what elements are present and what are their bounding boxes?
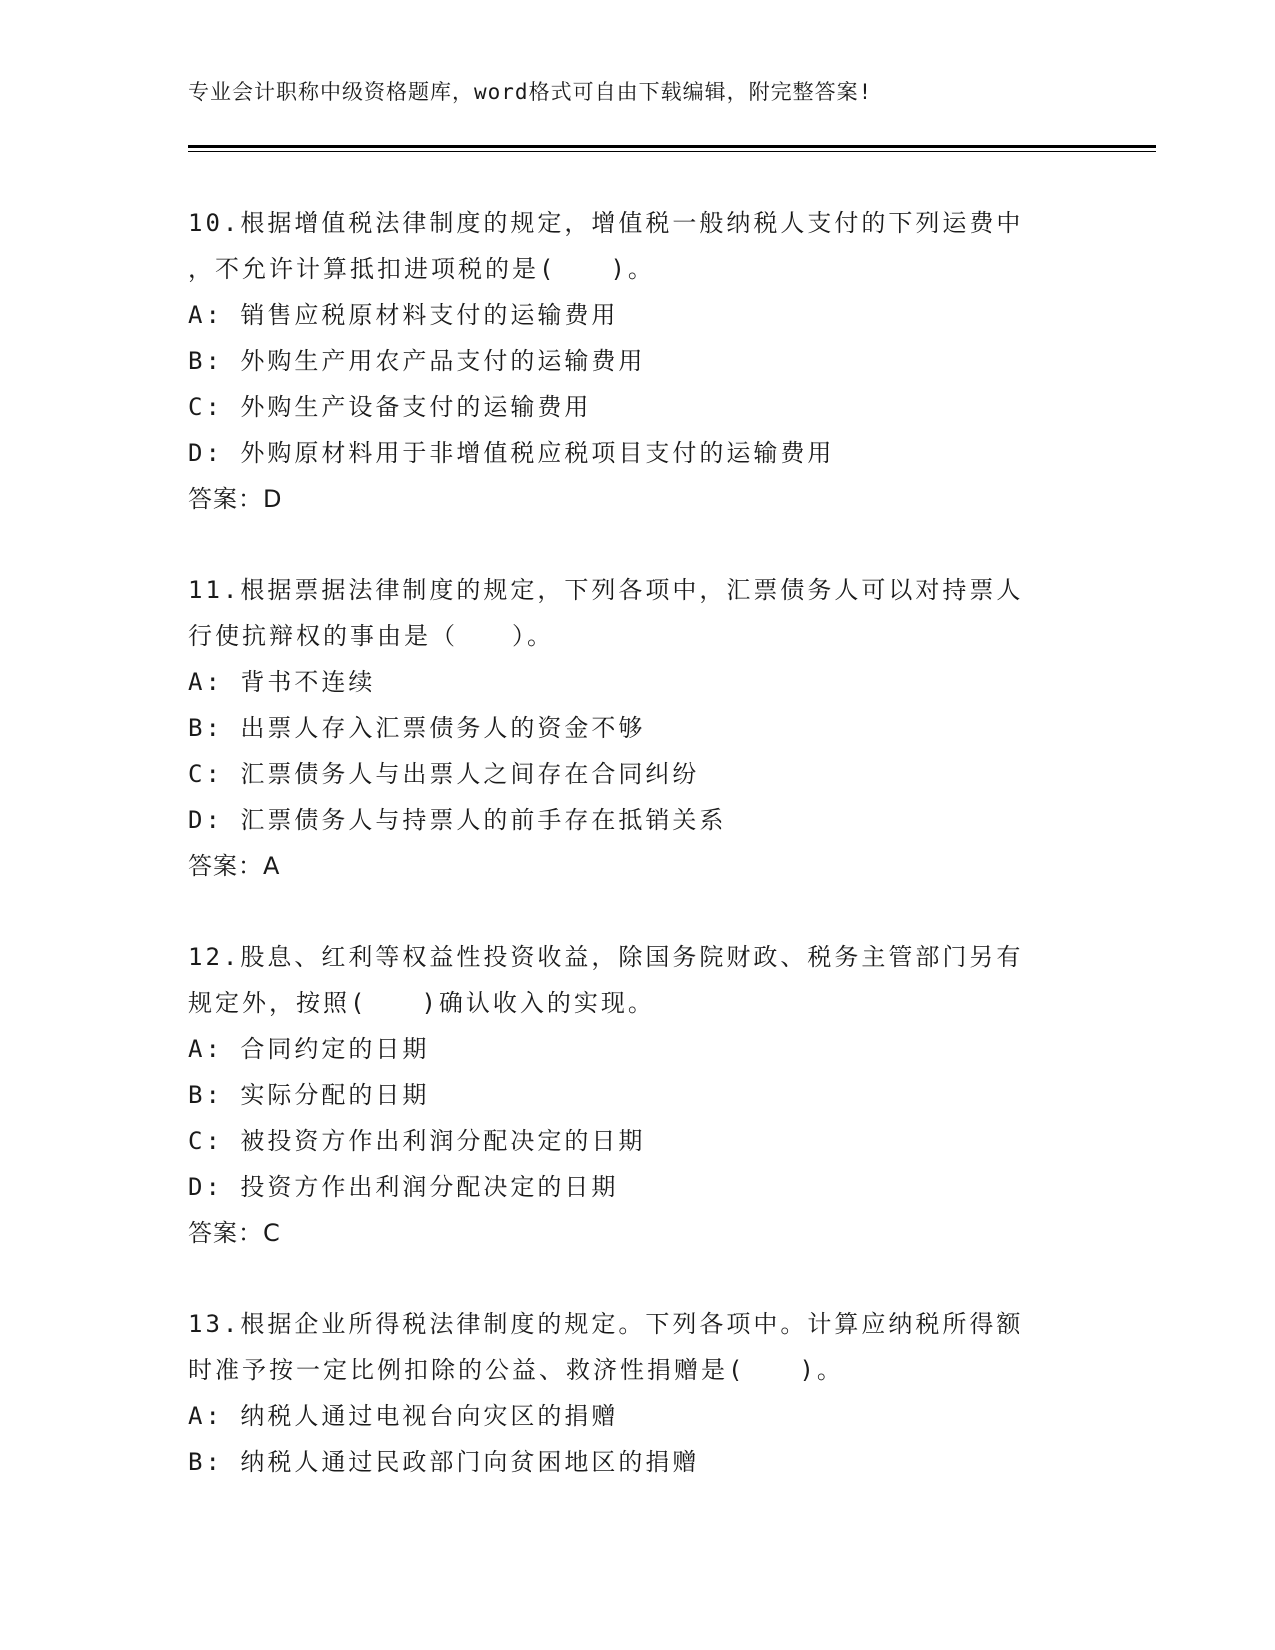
question-stem-line: 时准予按一定比例扣除的公益、救济性捐赠是( )。 [188,1356,844,1384]
option-b: B: 外购生产用农产品支付的运输费用 [188,347,646,375]
option-b: B: 实际分配的日期 [188,1081,430,1109]
answer-text: 答案：D [188,485,283,513]
answer-text: 答案：C [188,1219,281,1247]
option-a: A: 纳税人通过电视台向灾区的捐赠 [188,1402,619,1430]
question-stem-line: 12.股息、红利等权益性投资收益，除国务院财政、税务主管部门另有 [188,943,1024,971]
question-11 [188,567,1088,889]
question-stem-line: ，不允许计算抵扣进项税的是( )。 [188,255,655,283]
option-d: D: 投资方作出利润分配决定的日期 [188,1173,619,1201]
option-d: D: 汇票债务人与持票人的前手存在抵销关系 [188,806,727,834]
question-stem-line: 11.根据票据法律制度的规定，下列各项中，汇票债务人可以对持票人 [188,576,1024,604]
question-stem-line: 规定外，按照( )确认收入的实现。 [188,989,655,1017]
option-d: D: 外购原材料用于非增值税应税项目支付的运输费用 [188,439,835,467]
answer-text: 答案：A [188,852,281,880]
option-a: A: 合同约定的日期 [188,1035,430,1063]
option-b: B: 出票人存入汇票债务人的资金不够 [188,714,646,742]
page-header-text: 专业会计职称中级资格题库，word格式可自由下载编辑，附完整答案! [188,80,873,104]
question-stem-line: 10.根据增值税法律制度的规定，增值税一般纳税人支付的下列运费中 [188,209,1024,237]
option-c: C: 汇票债务人与出票人之间存在合同纠纷 [188,760,700,788]
question-list [188,200,1088,1530]
option-b: B: 纳税人通过民政部门向贫困地区的捐赠 [188,1448,700,1476]
option-a: A: 背书不连续 [188,668,376,696]
option-c: C: 外购生产设备支付的运输费用 [188,393,592,421]
option-a: A: 销售应税原材料支付的运输费用 [188,301,619,329]
header-rule [188,145,1156,148]
header-rule-thin [188,151,1156,152]
question-12 [188,934,1088,1256]
option-c: C: 被投资方作出利润分配决定的日期 [188,1127,646,1155]
question-stem-line: 行使抗辩权的事由是（ ）。 [188,622,554,650]
question-10 [188,200,1088,522]
question-stem-line: 13.根据企业所得税法律制度的规定。下列各项中。计算应纳税所得额 [188,1310,1024,1338]
question-13 [188,1301,1088,1485]
